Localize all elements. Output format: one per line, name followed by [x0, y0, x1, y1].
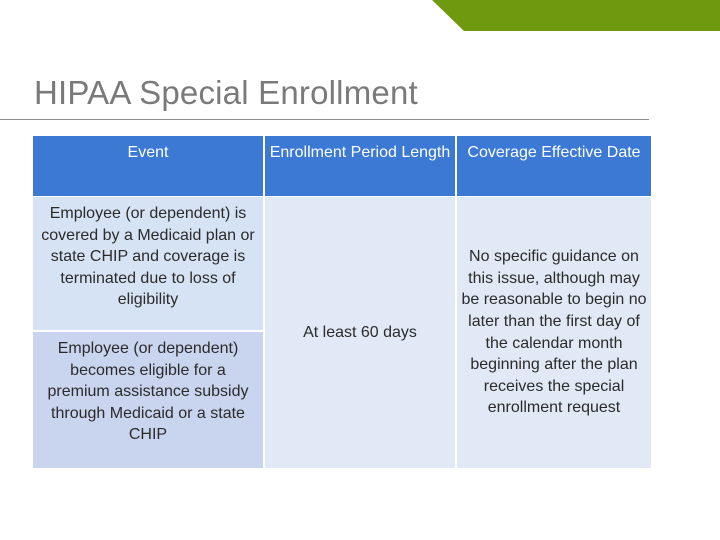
header-event: Event [33, 136, 263, 196]
coverage-effective-value: No specific guidance on this issue, although may be reasonable to begin no later than the first day of the calendar month beginning after the plan receives the special enrollment request [457, 197, 651, 468]
enrollment-period-value: At least 60 days [265, 197, 455, 468]
enrollment-table [33, 136, 651, 468]
event-medicaid-termination: Employee (or dependent) is covered by a Medicaid plan or state CHIP and coverage is terminated due to loss of eligibility [33, 197, 263, 330]
slide-title: HIPAA Special Enrollment [34, 74, 418, 111]
header-coverage-effective: Coverage Effective Date [457, 136, 651, 196]
header-enrollment-period: Enrollment Period Length [265, 136, 455, 196]
title-divider [0, 119, 649, 120]
event-premium-assistance: Employee (or dependent) becomes eligible for a premium assistance subsidy through Medicaid or a state CHIP [33, 332, 263, 468]
corner-accent-bar [432, 0, 720, 31]
